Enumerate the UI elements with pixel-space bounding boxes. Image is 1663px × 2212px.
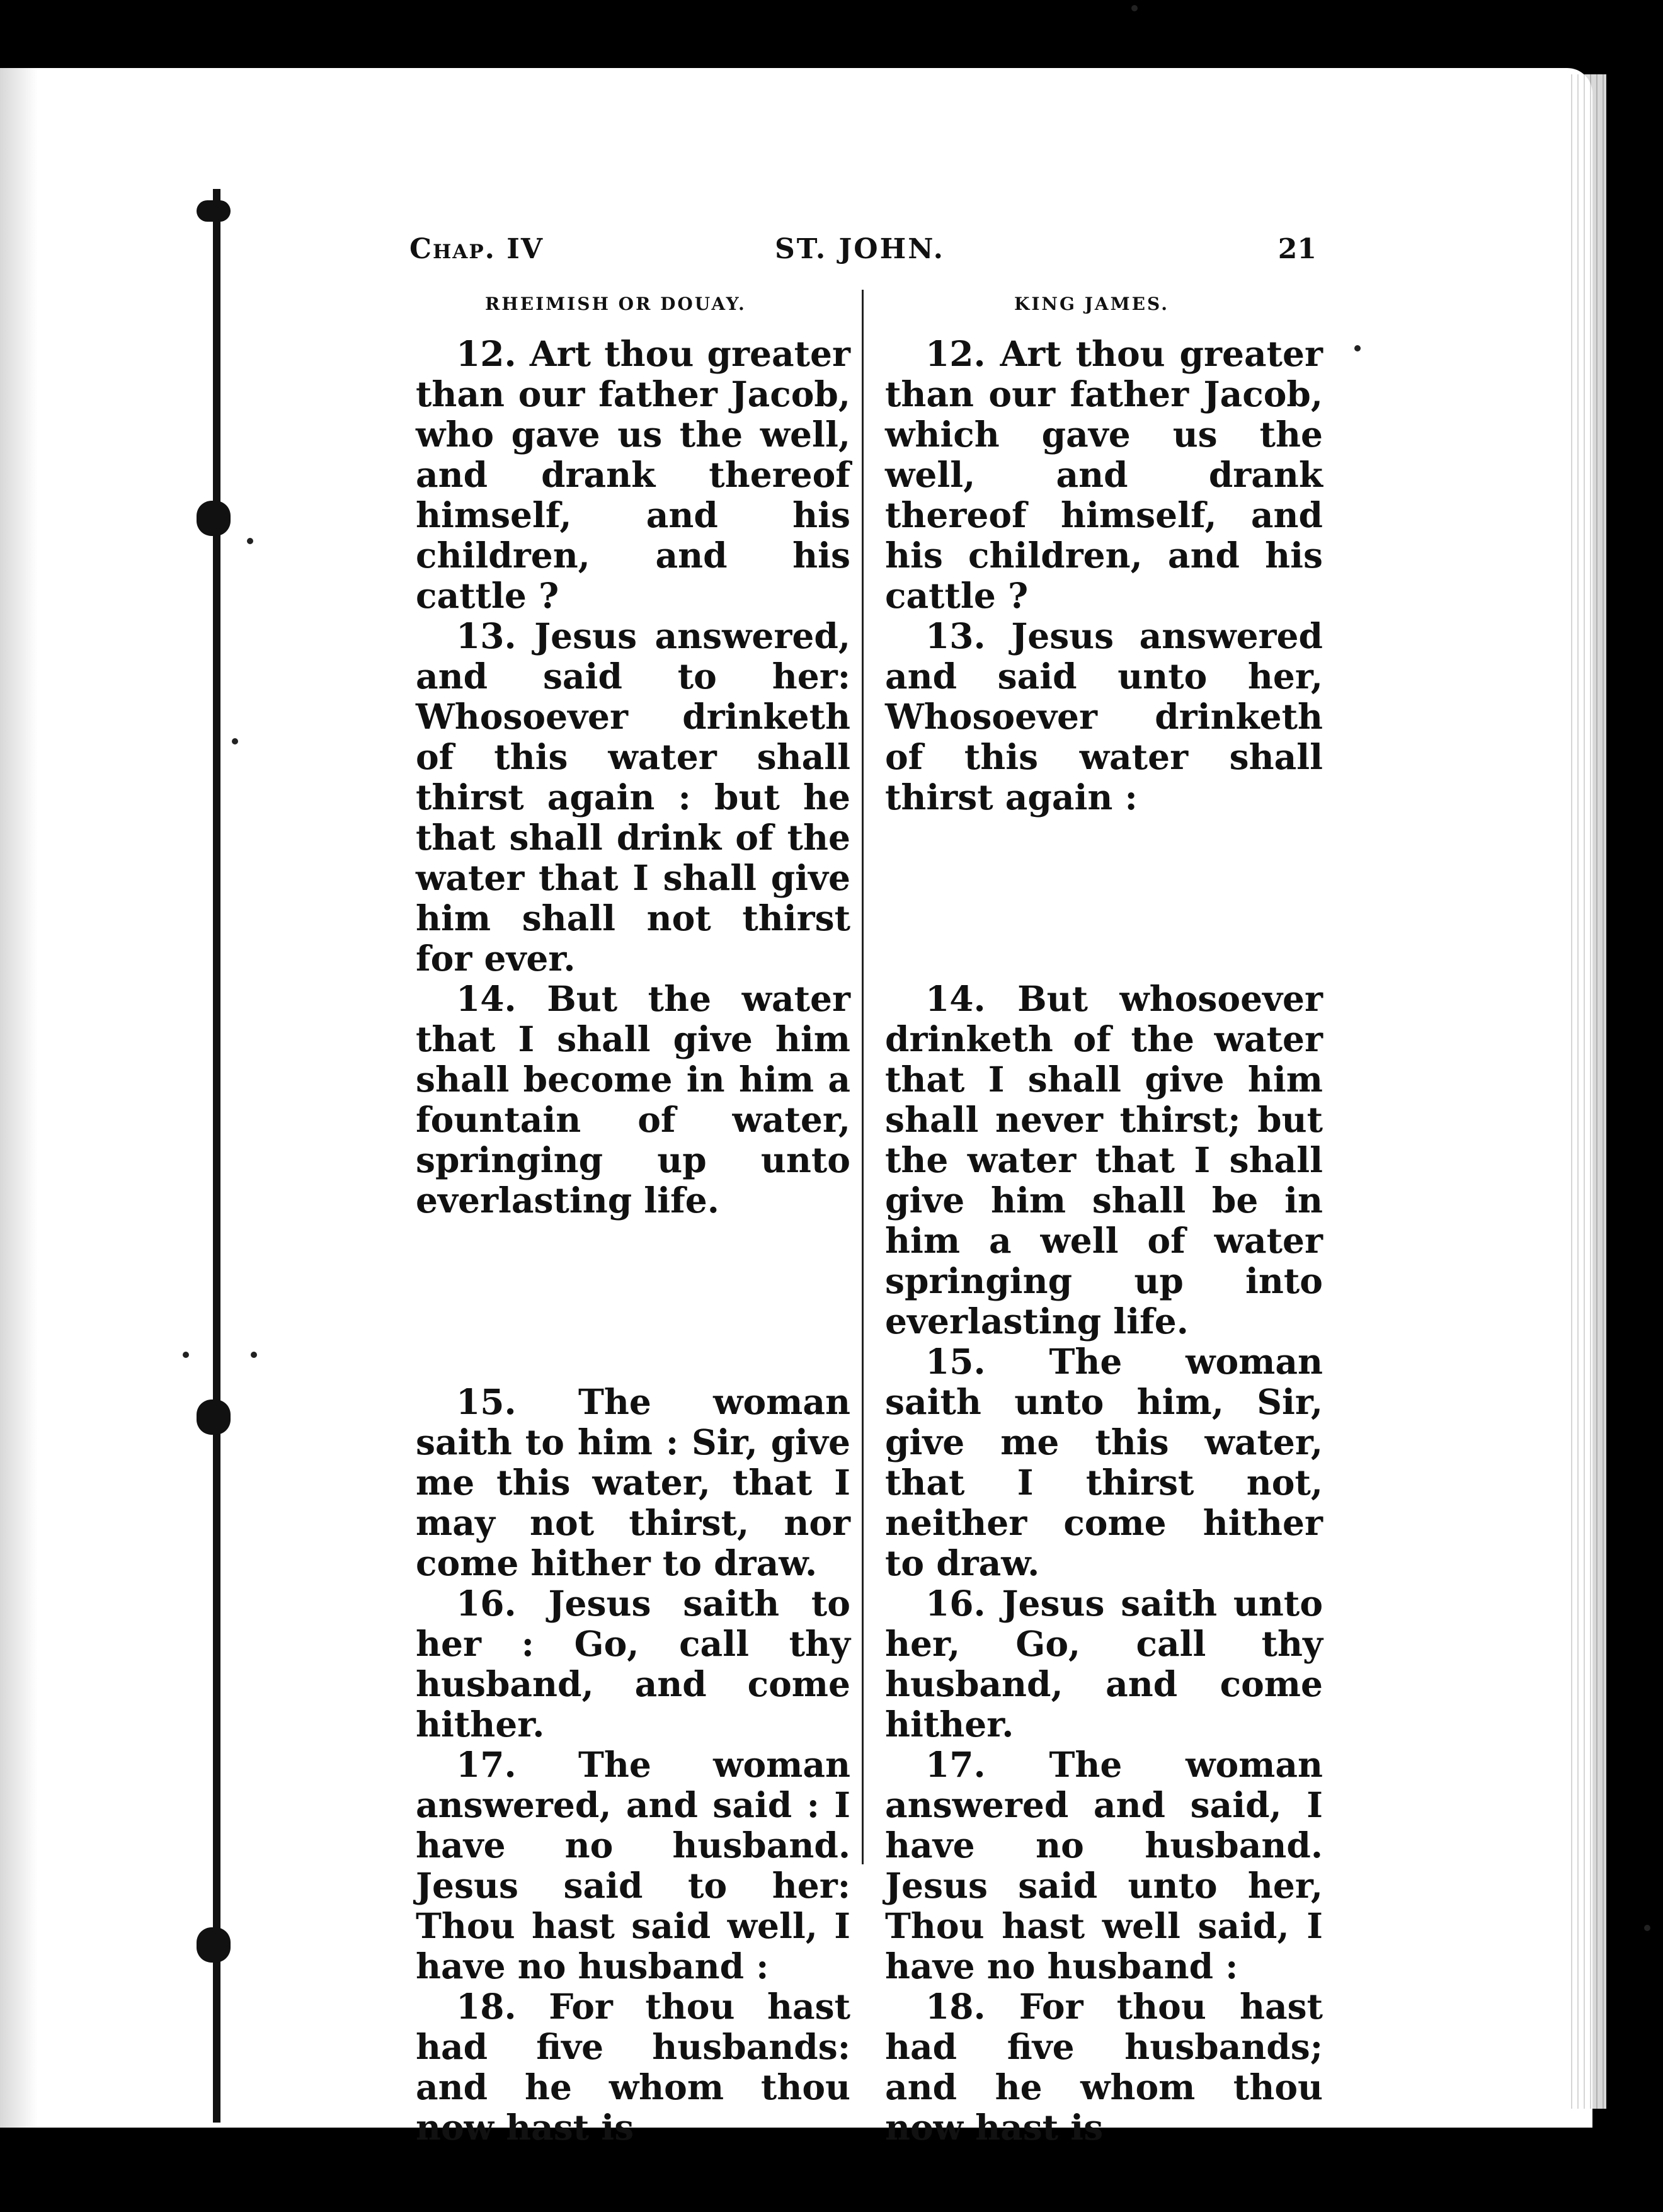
verse-left-12: 12. Art thou greater than our father Jacob, who gave us the well, and drank thereof himself, and his children, and his cattle ? bbox=[416, 333, 850, 616]
binding-stitch bbox=[197, 200, 231, 222]
verse-right-17: 17. The woman answered and said, I have no husband. Jesus said unto her, Thou hast well said, I have no husband : bbox=[885, 1744, 1323, 1987]
speck bbox=[232, 738, 238, 744]
verse-right-14: 14. But whosoever drinketh of the water that I shall give him shall never thirst; but the water that I shall give him shall be in him a well of water springing up into everlasting life. bbox=[885, 978, 1323, 1342]
binding-stitch bbox=[197, 1927, 231, 1963]
verse-left-16: 16. Jesus saith to her : Go, call thy husband, and come hither. bbox=[416, 1583, 850, 1745]
page-edge bbox=[1569, 74, 1606, 2109]
right-column-heading: KING JAMES. bbox=[1014, 294, 1169, 314]
binding-line bbox=[213, 189, 220, 2123]
running-head bbox=[409, 233, 1317, 271]
speck bbox=[1354, 345, 1361, 351]
column-gap bbox=[885, 818, 1323, 979]
speck bbox=[1644, 1925, 1650, 1931]
page-gutter-shadow bbox=[0, 68, 38, 2128]
chapter-label: Chap. IV bbox=[409, 233, 544, 265]
verse-left-15: 15. The woman saith to him : Sir, give me this water, that I may not thirst, nor come hither to draw. bbox=[416, 1381, 850, 1583]
speck bbox=[1131, 5, 1138, 11]
verse-right-18: 18. For thou hast had five husbands; and he whom thou now hast is bbox=[885, 1986, 1323, 2148]
verse-right-16: 16. Jesus saith unto her, Go, call thy husband, and come hither. bbox=[885, 1583, 1323, 1745]
column-divider bbox=[862, 290, 864, 1864]
verse-left-14: 14. But the water that I shall give him shall become in him a fountain of water, springing up unto everlasting life. bbox=[416, 978, 850, 1221]
column-gap bbox=[416, 1221, 850, 1382]
verse-left-13: 13. Jesus answered, and said to her: Whosoever drinketh of this water shall thirst again : but he that shall drink of the water that I shall give him shall not thirst for ever. bbox=[416, 615, 850, 979]
right-column bbox=[885, 334, 1323, 2148]
verse-right-15: 15. The woman saith unto him, Sir, give me this water, that I thirst not, neither come hither to draw. bbox=[885, 1341, 1323, 1583]
binding-stitch bbox=[197, 1400, 231, 1435]
left-column-heading: RHEIMISH OR DOUAY. bbox=[485, 294, 746, 314]
book-title: ST. JOHN. bbox=[775, 233, 945, 265]
verse-left-18: 18. For thou hast had five husbands: and he whom thou now hast is bbox=[416, 1986, 850, 2148]
speck bbox=[251, 1352, 257, 1358]
page-number: 21 bbox=[1277, 233, 1317, 265]
verse-left-17: 17. The woman answered, and said : I have no husband. Jesus said to her: Thou hast said well, I have no husband : bbox=[416, 1744, 850, 1987]
binding-stitch bbox=[197, 501, 231, 536]
speck bbox=[247, 538, 253, 544]
verse-right-12: 12. Art thou greater than our father Jacob, which gave us the well, and drank thereof himself, and his children, and his cattle ? bbox=[885, 333, 1323, 616]
speck bbox=[183, 1352, 189, 1358]
verse-right-13: 13. Jesus answered and said unto her, Whosoever drinketh of this water shall thirst again : bbox=[885, 615, 1323, 818]
left-column bbox=[416, 334, 850, 2148]
